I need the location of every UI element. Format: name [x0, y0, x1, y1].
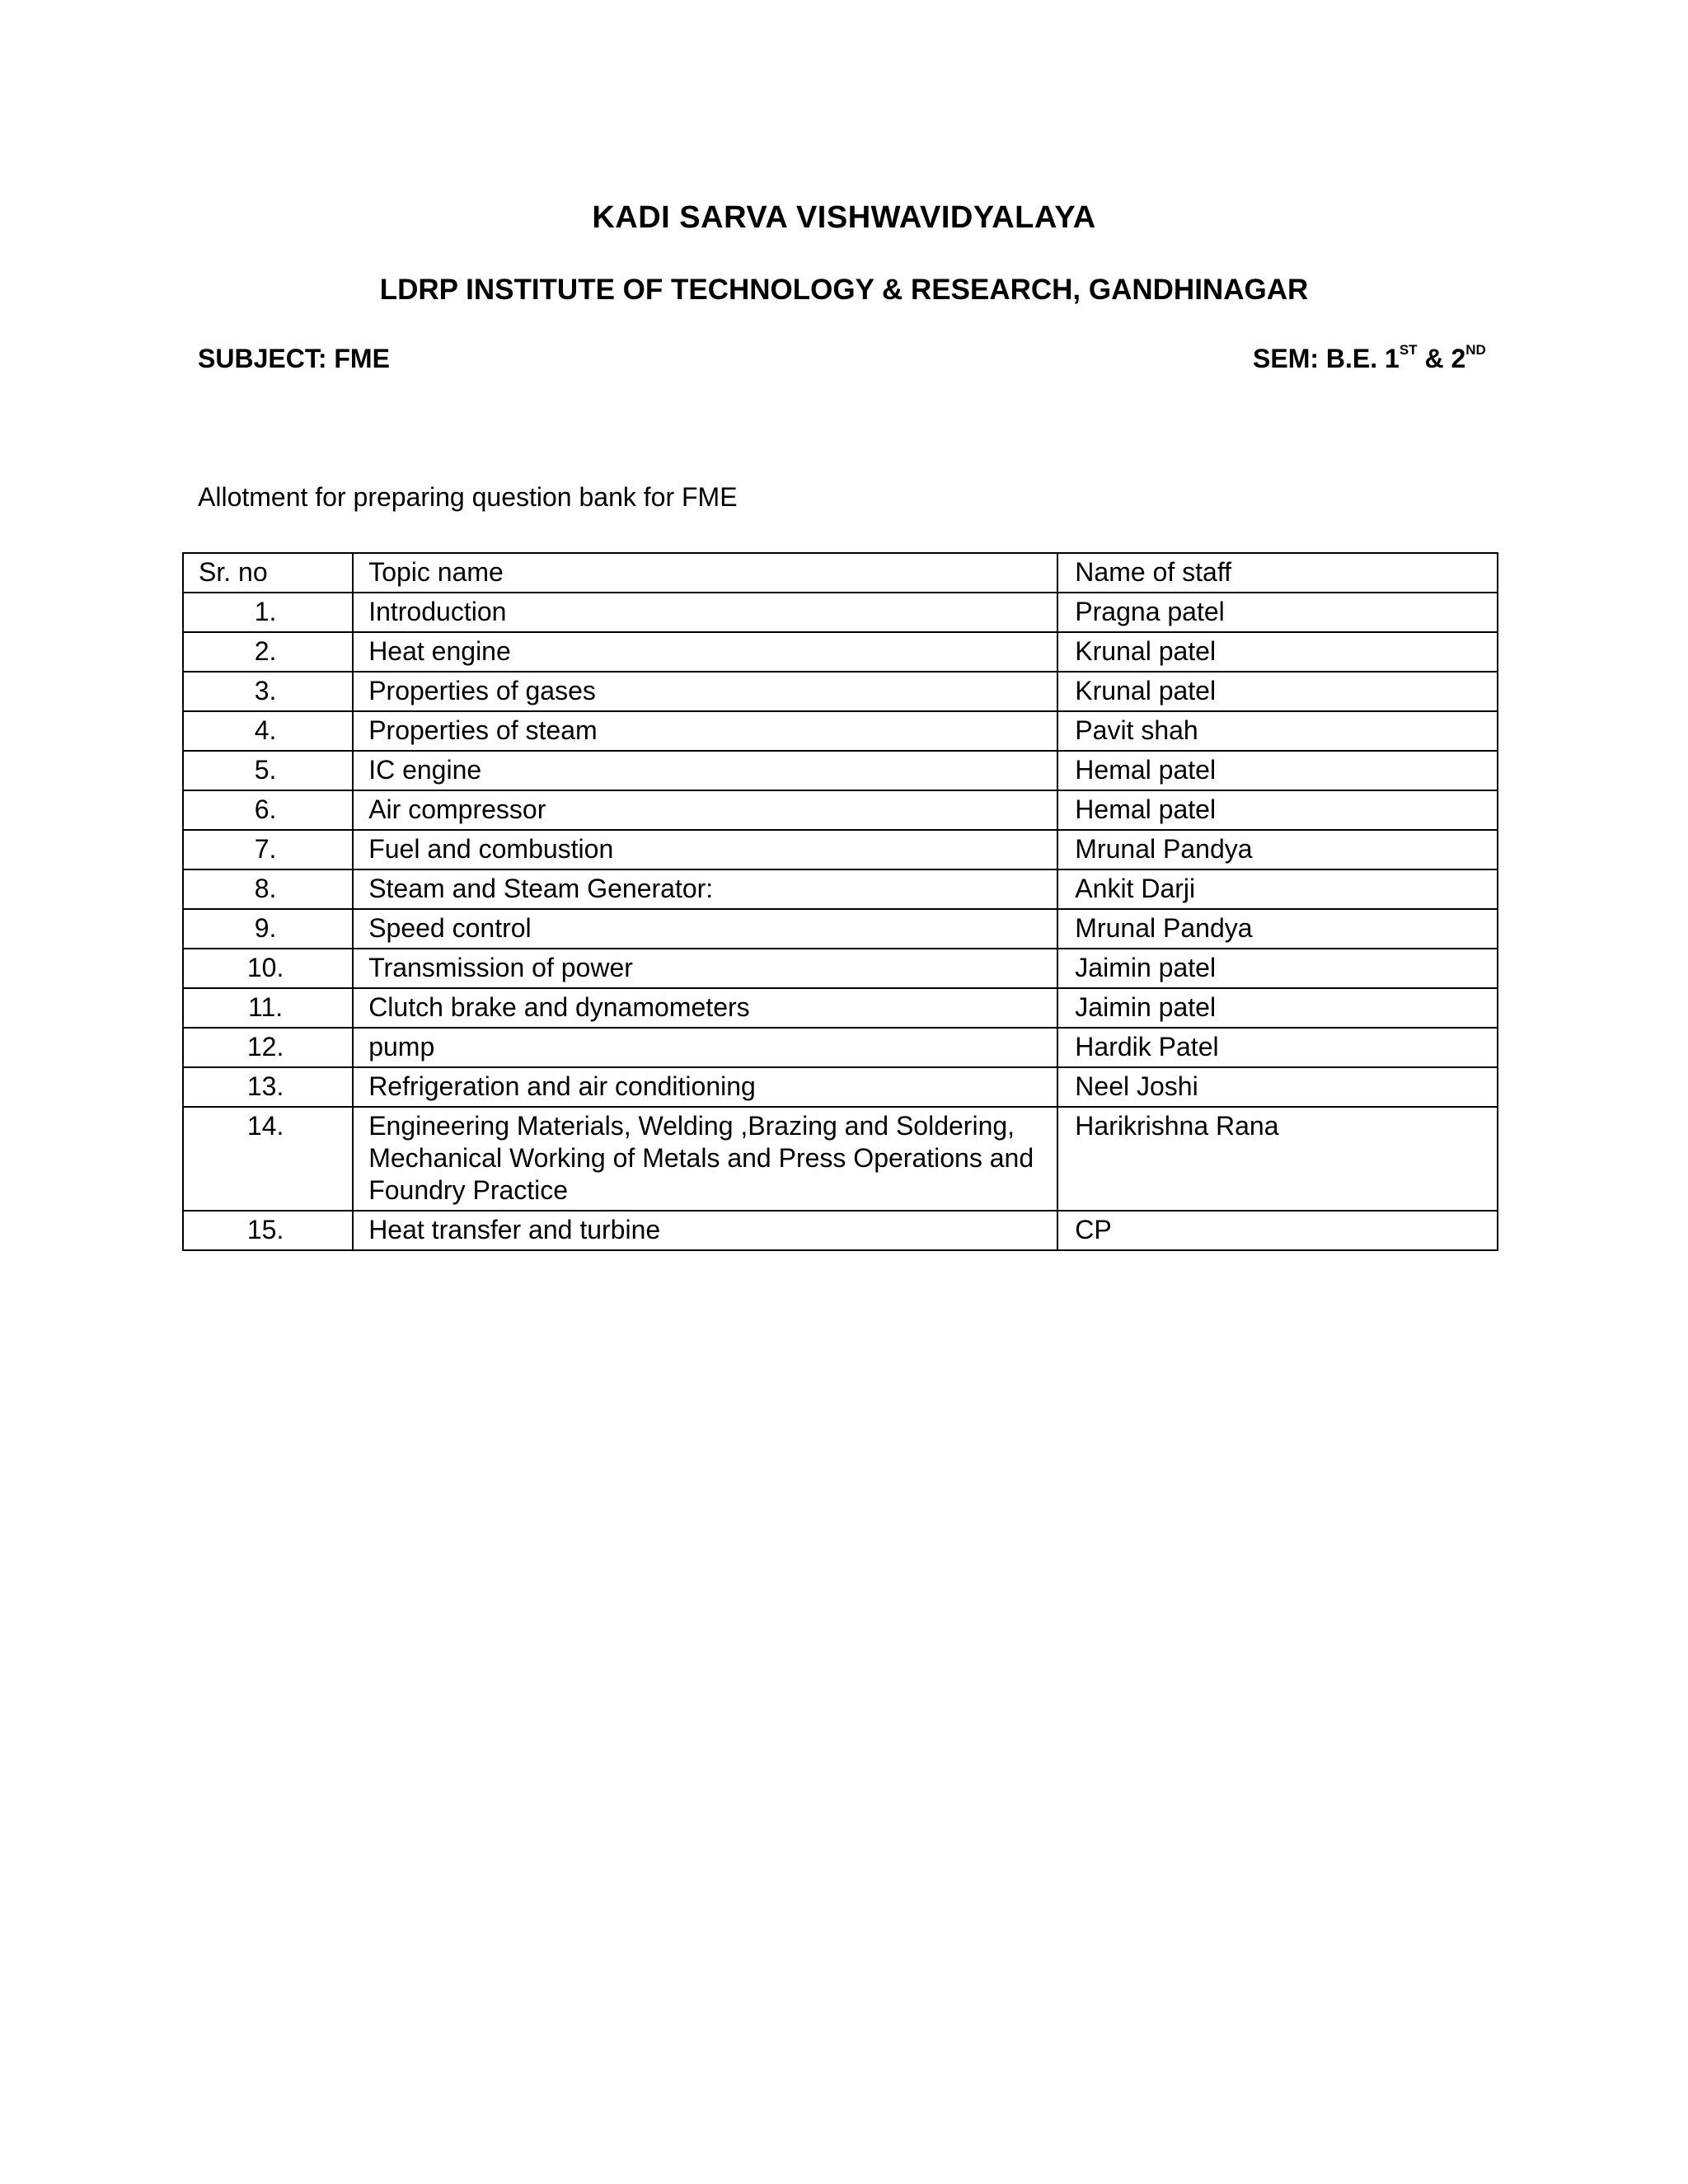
topic-name-cell: Speed control: [353, 909, 1057, 949]
subject-label: SUBJECT: FME: [198, 344, 390, 373]
staff-name-cell: Krunal patel: [1057, 632, 1498, 672]
topic-name-cell: Fuel and combustion: [353, 830, 1057, 869]
sr-number-cell: 3.: [183, 672, 353, 711]
table-row: [183, 1067, 1498, 1107]
staff-name-cell: Harikrishna Rana: [1057, 1107, 1498, 1211]
column-header-staff: Name of staff: [1057, 553, 1498, 593]
table-row: [183, 711, 1498, 751]
staff-name-cell: Hemal patel: [1057, 751, 1498, 790]
sr-number-cell: 10.: [183, 949, 353, 988]
sr-number-cell: 8.: [183, 869, 353, 909]
institute-title: LDRP INSTITUTE OF TECHNOLOGY & RESEARCH, GANDHINAGAR: [379, 274, 1309, 306]
allotment-table: [182, 552, 1498, 1251]
sem-middle: & 2: [1417, 344, 1466, 373]
table-row: [183, 751, 1498, 790]
topic-name-cell: Heat transfer and turbine: [353, 1211, 1057, 1250]
staff-name-cell: CP: [1057, 1211, 1498, 1250]
topic-name-cell: Refrigeration and air conditioning: [353, 1067, 1057, 1107]
column-header-sr-no: Sr. no: [183, 553, 353, 593]
table-row: [183, 988, 1498, 1028]
topic-name-cell: Transmission of power: [353, 949, 1057, 988]
sr-number-cell: 5.: [183, 751, 353, 790]
table-row: [183, 869, 1498, 909]
table-row: [183, 672, 1498, 711]
sr-number-cell: 7.: [183, 830, 353, 869]
topic-name-cell: Steam and Steam Generator:: [353, 869, 1057, 909]
staff-name-cell: Ankit Darji: [1057, 869, 1498, 909]
table-row: [183, 1028, 1498, 1067]
staff-name-cell: Neel Joshi: [1057, 1067, 1498, 1107]
sem-superscript-second: ND: [1465, 342, 1486, 359]
sem-prefix: SEM: B.E. 1: [1253, 344, 1400, 373]
sr-number-cell: 1.: [183, 593, 353, 632]
staff-name-cell: Pavit shah: [1057, 711, 1498, 751]
topic-name-cell: pump: [353, 1028, 1057, 1067]
intro-text: Allotment for preparing question bank for FME: [198, 482, 738, 512]
table-header-row: [183, 553, 1498, 593]
table-row: [183, 830, 1498, 869]
staff-name-cell: Pragna patel: [1057, 593, 1498, 632]
sr-number-cell: 13.: [183, 1067, 353, 1107]
topic-name-cell: Air compressor: [353, 790, 1057, 830]
sr-number-cell: 11.: [183, 988, 353, 1028]
staff-name-cell: Jaimin patel: [1057, 988, 1498, 1028]
table-row: [183, 949, 1498, 988]
university-title: KADI SARVA VISHWAVIDYALAYA: [592, 200, 1096, 235]
topic-name-cell: Introduction: [353, 593, 1057, 632]
sr-number-cell: 15.: [183, 1211, 353, 1250]
sr-number-cell: 6.: [183, 790, 353, 830]
topic-name-cell: Properties of steam: [353, 711, 1057, 751]
sr-number-cell: 2.: [183, 632, 353, 672]
table-body: [183, 593, 1498, 1250]
table-row: [183, 1211, 1498, 1250]
table-row: [183, 632, 1498, 672]
staff-name-cell: Hardik Patel: [1057, 1028, 1498, 1067]
semester-label: [1253, 344, 1486, 374]
staff-name-cell: Krunal patel: [1057, 672, 1498, 711]
staff-name-cell: Jaimin patel: [1057, 949, 1498, 988]
topic-name-cell: Engineering Materials, Welding ,Brazing and Soldering, Mechanical Working of Metals and Press Operations and Foundry Practice: [353, 1107, 1057, 1211]
sr-number-cell: 12.: [183, 1028, 353, 1067]
topic-name-cell: IC engine: [353, 751, 1057, 790]
table-row: [183, 790, 1498, 830]
table-row: [183, 909, 1498, 949]
staff-name-cell: Mrunal Pandya: [1057, 830, 1498, 869]
sr-number-cell: 9.: [183, 909, 353, 949]
staff-name-cell: Mrunal Pandya: [1057, 909, 1498, 949]
column-header-topic: Topic name: [353, 553, 1057, 593]
topic-name-cell: Heat engine: [353, 632, 1057, 672]
table-row: [183, 1107, 1498, 1211]
sr-number-cell: 14.: [183, 1107, 353, 1211]
sem-superscript-first: ST: [1399, 342, 1418, 359]
topic-name-cell: Properties of gases: [353, 672, 1057, 711]
staff-name-cell: Hemal patel: [1057, 790, 1498, 830]
topic-name-cell: Clutch brake and dynamometers: [353, 988, 1057, 1028]
table-row: [183, 593, 1498, 632]
sr-number-cell: 4.: [183, 711, 353, 751]
